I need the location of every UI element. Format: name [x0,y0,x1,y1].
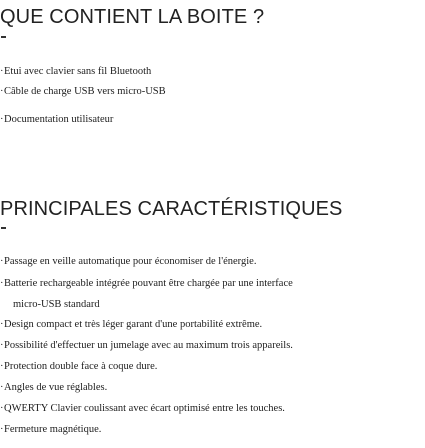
bullet-icon: · [0,256,4,267]
box-contents-list [0,64,425,128]
list-item [0,273,424,315]
list-item [0,423,425,437]
bullet-icon: · [0,361,4,372]
list-item-text: Protection double face à coque dure. [4,361,158,372]
list-item [0,84,425,100]
list-item-text-continued: micro-USB standard [13,299,100,310]
bullet-icon: · [0,114,4,125]
list-item [0,112,425,128]
list-item-text: Fermeture magnétique. [4,424,102,435]
bullet-icon: · [0,382,4,393]
section-title-box-contents: QUE CONTIENT LA BOITE ? [0,6,265,28]
list-item-text: Angles de vue réglables. [4,382,108,393]
list-item-text: QWERTY Clavier coulissant avec écart optimisé entre les touches. [4,403,285,414]
list-item-text: Câble de charge USB vers micro-USB [4,86,166,97]
list-item-text: Batterie rechargeable intégrée pouvant être chargée par une interface [4,278,293,289]
section-title-underline-mark [1,36,6,38]
bullet-icon: · [0,424,4,435]
list-item [0,64,425,80]
list-item [0,339,425,353]
list-item-text: Documentation utilisateur [4,114,114,125]
bullet-icon: · [0,319,4,330]
list-item-text: Design compact et très léger garant d'une portabilité extrême. [4,319,263,330]
list-item-text: Passage en veille automatique pour économiser de l'énergie. [4,256,257,267]
bullet-icon: · [0,66,4,77]
list-item [0,402,425,416]
section-title-main-features: PRINCIPALES CARACTÉRISTIQUES [0,198,343,220]
list-item [0,360,425,374]
bullet-icon: · [0,86,4,97]
features-list [0,255,425,444]
bullet-icon: · [0,278,4,289]
section-title-underline-mark [1,227,6,229]
list-item-text: Possibilité d'effectuer un jumelage avec au maximum trois appareils. [4,340,293,351]
list-item [0,318,425,332]
bullet-icon: · [0,403,4,414]
list-item [0,381,425,395]
list-item [0,255,425,269]
bullet-icon: · [0,340,4,351]
list-item-text: Etui avec clavier sans fil Bluetooth [4,66,152,77]
